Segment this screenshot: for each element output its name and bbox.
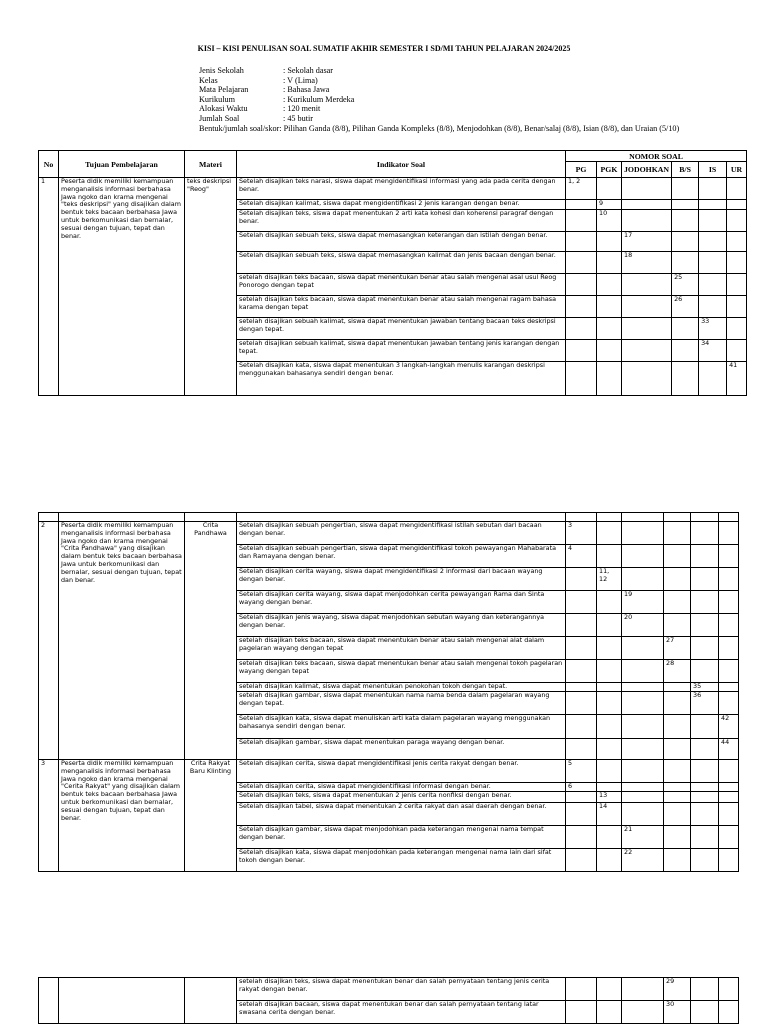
cell-ur: [727, 296, 747, 318]
cell-is: [691, 792, 719, 803]
cell-bs: [664, 591, 691, 614]
cell-pg: 6: [566, 783, 597, 792]
cell-ur: [719, 545, 739, 568]
indikator-soal: Setelah disajikan cerita wayang, siswa dapat mengidentifikasi 2 informasi dari bacaan wayang dengan benar.: [237, 568, 566, 591]
header-no: No: [39, 151, 59, 178]
cell-bs: 29: [664, 978, 691, 1001]
cell-pg: [566, 318, 597, 340]
cell-is: [691, 660, 719, 683]
row-number: 3: [39, 760, 59, 872]
cell-bs: [664, 715, 691, 739]
cell-bs: [664, 522, 691, 545]
meta-label: Mata Pelajaran: [199, 85, 249, 95]
cell-jodohkan: [622, 178, 672, 200]
indikator-soal: setelah disajikan teks bacaan, siswa dapat menentukan benar atau salah mengenai ragam bahasa karama dengan tepat: [237, 296, 566, 318]
cell-ur: [719, 760, 739, 783]
meta-label: Kelas: [199, 75, 218, 85]
cell-pgk: [597, 362, 622, 396]
cell-pgk: [597, 522, 622, 545]
cell-pg: [566, 296, 597, 318]
cell-jodohkan: [622, 792, 664, 803]
indikator-soal: Setelah disajikan cerita wayang, siswa dapat menjodohkan cerita pewayangan Rama dan Sinta wayang dengan benar.: [237, 591, 566, 614]
cell-bs: [672, 340, 699, 362]
cell-pgk: [597, 739, 622, 760]
cell-jodohkan: [622, 545, 664, 568]
blank-no: [39, 978, 59, 1024]
blank-materi: [185, 978, 237, 1024]
cell-pgk: [597, 545, 622, 568]
cell-ur: [719, 1001, 739, 1024]
cell-pg: 4: [566, 545, 597, 568]
meta-row: [199, 124, 679, 134]
cell-bs: [672, 362, 699, 396]
cell-bs: [664, 692, 691, 715]
cell-pg: 3: [566, 522, 597, 545]
meta-value: : 120 menit: [283, 104, 321, 114]
cell-pg: [566, 715, 597, 739]
meta-value: : Sekolah dasar: [283, 66, 334, 75]
cell-pgk: [597, 783, 622, 792]
cell-jodohkan: [622, 803, 664, 826]
header-pg: PG: [566, 162, 597, 178]
indikator-soal: Setelah disajikan kalimat, siswa dapat mengidentifikasi 2 jenis karangan dengan benar.: [237, 200, 566, 210]
tujuan-pembelajaran: Peserta didik memiliki kemampuan menganalisis informasi berbahasa Jawa ngoko dan krama mengenai "Crita Pandhawa" yang disajikan dalam bentuk teks bacaan berbahasa Jawa untuk berkomunikasi dan bernalar, sesuai dengan tujuan, tepat dan benar.: [59, 522, 185, 760]
cell-ur: [719, 826, 739, 849]
cell-pg: [566, 591, 597, 614]
indikator-soal: Setelah disajikan kata, siswa dapat menjodohkan pada keterangan mengenai nama lain dari sifat tokoh dengan benar.: [237, 849, 566, 872]
cell-jodohkan: 18: [622, 252, 672, 274]
cell-is: [691, 614, 719, 637]
cell-is: [691, 568, 719, 591]
cell-pg: 1, 2: [566, 178, 597, 200]
cell-pgk: 11, 12: [597, 568, 622, 591]
cell-jodohkan: [622, 760, 664, 783]
cell-bs: [664, 545, 691, 568]
cell-jodohkan: [622, 715, 664, 739]
cell-jodohkan: 19: [622, 591, 664, 614]
cell-is: [699, 274, 727, 296]
meta-row: [199, 66, 679, 76]
cell-jodohkan: [622, 274, 672, 296]
cell-pg: [566, 1001, 597, 1024]
meta-value: : Pilihan Ganda (8/8), Pilihan Ganda Kompleks (8/8), Menjodohkan (8/8), Benar/salaj (8/8), Isian (8/8), dan Uraian (5/10): [279, 123, 680, 133]
cell-bs: [664, 792, 691, 803]
cell-ur: [727, 274, 747, 296]
header-ur: UR: [727, 162, 747, 178]
cell-is: [691, 826, 719, 849]
indikator-soal: setelah disajikan teks bacaan, siswa dapat menentukan benar atau salah mengenai tokoh pagelaran wayang dengan tepat: [237, 660, 566, 683]
cell-is: 34: [699, 340, 727, 362]
tujuan-pembelajaran: Peserta didik memiliki kemampuan menganalisis informasi berbahasa Jawa ngoko dan krama mengenai "teks deskripsi" yang disajikan dalam bentuk teks bacaan berbahasa Jawa untuk berkomunikasi dan bernalar, sesuai dengan tujuan, tepat dan benar.: [59, 178, 185, 396]
cell-pg: [566, 362, 597, 396]
cell-ur: [719, 522, 739, 545]
cell-ur: [727, 178, 747, 200]
meta-value: : Kurikulum Merdeka: [283, 94, 355, 104]
cell-is: 33: [699, 318, 727, 340]
cell-is: 35: [691, 683, 719, 692]
indikator-soal: setelah disajikan teks, siswa dapat menentukan benar dan salah pernyataan tentang jenis cerita rakyat dengan benar.: [237, 978, 566, 1001]
cell-is: 36: [691, 692, 719, 715]
indikator-soal: Setelah disajikan cerita, siswa dapat mengidentifikasi informasi dengan benar.: [237, 783, 566, 792]
header-indikator: Indikator Soal: [237, 151, 566, 178]
cell-is: [699, 362, 727, 396]
indikator-soal: Setelah disajikan jenis wayang, siswa dapat menjodohkan sebutan wayang dan keterangannya dengan benar.: [237, 614, 566, 637]
cell-jodohkan: [622, 210, 672, 232]
cell-pg: [566, 637, 597, 660]
cell-bs: [664, 849, 691, 872]
indikator-soal: Setelah disajikan teks, siswa dapat menentukan 2 jenis cerita nonfiksi dengan benar.: [237, 792, 566, 803]
indikator-soal: Setelah disajikan teks narasi, siswa dapat mengidentifikasi informasi yang ada pada cerita dengan benar.: [237, 178, 566, 200]
indikator-soal: setelah disajikan sebuah kalimat, siswa dapat menentukan jawaban tentang bacaan teks deskripsi dengan tepat.: [237, 318, 566, 340]
cell-pgk: [597, 252, 622, 274]
document-title: KISI – KISI PENULISAN SOAL SUMATIF AKHIR SEMESTER I SD/MI TAHUN PELAJARAN 2024/2025: [197, 44, 571, 53]
cell-bs: [672, 318, 699, 340]
cell-bs: [664, 783, 691, 792]
cell-is: [691, 978, 719, 1001]
indikator-soal: Setelah disajikan gambar, siswa dapat menentukan paraga wayang dengan benar.: [237, 739, 566, 760]
cell-pg: [566, 340, 597, 362]
cell-is: [699, 200, 727, 210]
cell-ur: [719, 683, 739, 692]
row-number: 1: [39, 178, 59, 396]
cell-pgk: [597, 760, 622, 783]
cell-bs: [664, 760, 691, 783]
indikator-soal: Setelah disajikan kata, siswa dapat menuliskan arti kata dalam pagelaran wayang menggunakan bahasanya sendiri dengan benar.: [237, 715, 566, 739]
cell-pg: [566, 792, 597, 803]
cell-pgk: [597, 826, 622, 849]
cell-pg: [566, 826, 597, 849]
meta-value: : Bahasa Jawa: [283, 85, 330, 95]
cell-pg: [566, 614, 597, 637]
cell-jodohkan: 20: [622, 614, 664, 637]
cell-jodohkan: [622, 660, 664, 683]
cell-pgk: [597, 340, 622, 362]
cell-is: [691, 849, 719, 872]
cell-ur: [719, 660, 739, 683]
cell-pg: [566, 568, 597, 591]
cell-ur: [719, 637, 739, 660]
cell-pgk: [597, 849, 622, 872]
indikator-soal: Setelah disajikan cerita, siswa dapat mengidentifikasi jenis cerita rakyat dengan benar.: [237, 760, 566, 783]
indikator-soal: Setelah disajikan sebuah pengertian, siswa dapat mengidentifikasi istilah sebutan dari bacaan dengan benar.: [237, 522, 566, 545]
cell-pgk: 13: [597, 792, 622, 803]
cell-pgk: 9: [597, 200, 622, 210]
indikator-soal: Setelah disajikan sebuah pengertian, siswa dapat mengidentifikasi tokoh pewayangan Mahabarata dan Ramayana dengan benar.: [237, 545, 566, 568]
cell-jodohkan: [622, 200, 672, 210]
cell-ur: [727, 210, 747, 232]
cell-bs: 28: [664, 660, 691, 683]
indikator-soal: setelah disajikan kalimat, siswa dapat menentukan penokohan tokoh dengan tepat.: [237, 683, 566, 692]
materi: teks deskripsi "Reog": [185, 178, 237, 396]
cell-pg: 5: [566, 760, 597, 783]
cell-jodohkan: [622, 1001, 664, 1024]
cell-jodohkan: [622, 637, 664, 660]
cell-bs: [664, 826, 691, 849]
cell-ur: [719, 792, 739, 803]
cell-is: [691, 1001, 719, 1024]
meta-row: [199, 114, 679, 124]
document-meta: [199, 66, 679, 133]
cell-ur: [719, 803, 739, 826]
cell-pgk: [597, 318, 622, 340]
cell-ur: [719, 849, 739, 872]
table-row: [39, 760, 739, 783]
meta-row: [199, 95, 679, 105]
cell-pgk: [597, 637, 622, 660]
indikator-soal: Setelah disajikan kata, siswa dapat menentukan 3 langkah-langkah menulis karangan deskripsi menggunakan bahasanya sendiri dengan benar.: [237, 362, 566, 396]
cell-pgk: [597, 715, 622, 739]
cell-pgk: [597, 591, 622, 614]
blank-tujuan: [59, 978, 185, 1024]
cell-is: [691, 760, 719, 783]
cell-jodohkan: 17: [622, 232, 672, 252]
indikator-soal: Setelah disajikan sebuah teks, siswa dapat memasangkan kalimat dan jenis bacaan dengan benar.: [237, 252, 566, 274]
cell-ur: [719, 692, 739, 715]
meta-label: Alokasi Waktu: [199, 104, 248, 114]
indikator-soal: Setelah disajikan teks, siswa dapat menentukan 2 arti kata kohesi dan koherensi paragraf dengan benar.: [237, 210, 566, 232]
cell-is: [691, 783, 719, 792]
indikator-soal: setelah disajikan bacaan, siswa dapat menentukan benar dan salah pernyataan tentang latar swasana cerita dengan benar.: [237, 1001, 566, 1024]
meta-row: [199, 85, 679, 95]
row-number: 2: [39, 522, 59, 760]
table-row: [39, 978, 739, 1001]
kisi-table-3: [38, 977, 739, 1024]
cell-pg: [566, 274, 597, 296]
indikator-soal: setelah disajikan teks bacaan, siswa dapat menentukan benar atau salah mengenai alat dalam pagelaran wayang dengan tepat: [237, 637, 566, 660]
header-tujuan: Tujuan Pembelajaran: [59, 151, 185, 178]
indikator-soal: Setelah disajikan gambar, siswa dapat menjodohkan pada keterangan mengenai nama tempat dengan benar.: [237, 826, 566, 849]
cell-bs: [672, 200, 699, 210]
blank-header-row: [39, 513, 739, 522]
cell-is: [691, 739, 719, 760]
cell-ur: [727, 252, 747, 274]
cell-pgk: [597, 1001, 622, 1024]
cell-bs: 25: [672, 274, 699, 296]
cell-bs: [664, 803, 691, 826]
cell-ur: 44: [719, 739, 739, 760]
kisi-table-2: [38, 512, 739, 872]
header-nomor-soal: NOMOR SOAL: [566, 151, 747, 162]
indikator-soal: setelah disajikan teks bacaan, siswa dapat menentukan benar atau salah mengenai asal usul Reog Ponorogo dengan tepat: [237, 274, 566, 296]
meta-label: Jumlah Soal: [199, 113, 240, 123]
cell-ur: [719, 568, 739, 591]
kisi-table-1: [38, 150, 747, 396]
cell-pgk: [597, 683, 622, 692]
indikator-soal: setelah disajikan sebuah kalimat, siswa dapat menentukan jawaban tentang jenis karangan dengan tepat.: [237, 340, 566, 362]
cell-pgk: [597, 614, 622, 637]
cell-pg: [566, 692, 597, 715]
cell-ur: [727, 200, 747, 210]
tujuan-pembelajaran: Peserta didik memiliki kemampuan menganalisis informasi berbahasa Jawa ngoko dan krama mengenai "Cerita Rakyat" yang disajikan dalam bentuk teks bacaan berbahasa Jawa untuk berkomunikasi dan bernalar, sesuai dengan tujuan, tepat dan benar.: [59, 760, 185, 872]
cell-pgk: 10: [597, 210, 622, 232]
cell-pgk: [597, 692, 622, 715]
cell-pg: [566, 232, 597, 252]
meta-value: : V (Lima): [283, 75, 318, 85]
cell-bs: [664, 614, 691, 637]
cell-jodohkan: [622, 340, 672, 362]
header-bs: B/S: [672, 162, 699, 178]
cell-jodohkan: [622, 978, 664, 1001]
cell-ur: 42: [719, 715, 739, 739]
cell-ur: [727, 232, 747, 252]
cell-jodohkan: 22: [622, 849, 664, 872]
cell-bs: [672, 252, 699, 274]
cell-pg: [566, 739, 597, 760]
cell-pgk: [597, 274, 622, 296]
cell-bs: [664, 739, 691, 760]
cell-is: [691, 545, 719, 568]
meta-row: [199, 104, 679, 114]
cell-bs: 27: [664, 637, 691, 660]
table-row: [39, 178, 747, 200]
cell-bs: [672, 210, 699, 232]
cell-pg: [566, 849, 597, 872]
cell-jodohkan: [622, 296, 672, 318]
cell-is: [699, 178, 727, 200]
materi: Crita Rakyat Baru Klinting: [185, 760, 237, 872]
cell-jodohkan: [622, 683, 664, 692]
meta-label: Kurikulum: [199, 94, 235, 104]
cell-is: [699, 232, 727, 252]
cell-pgk: [597, 178, 622, 200]
cell-pgk: [597, 660, 622, 683]
cell-ur: [727, 340, 747, 362]
cell-jodohkan: [622, 568, 664, 591]
indikator-soal: Setelah disajikan tabel, siswa dapat menentukan 2 cerita rakyat dan asal daerah dengan benar.: [237, 803, 566, 826]
meta-row: [199, 76, 679, 86]
cell-ur: [719, 591, 739, 614]
cell-ur: [727, 318, 747, 340]
cell-jodohkan: [622, 739, 664, 760]
cell-is: [699, 296, 727, 318]
cell-ur: [719, 783, 739, 792]
cell-jodohkan: 21: [622, 826, 664, 849]
cell-pgk: [597, 232, 622, 252]
cell-jodohkan: [622, 318, 672, 340]
cell-pg: [566, 978, 597, 1001]
cell-pgk: [597, 296, 622, 318]
cell-ur: [719, 614, 739, 637]
meta-label: Bentuk/jumlah soal/skor: [199, 123, 280, 133]
cell-is: [691, 803, 719, 826]
cell-pg: [566, 210, 597, 232]
cell-jodohkan: [622, 522, 664, 545]
cell-pg: [566, 803, 597, 826]
meta-value: : 45 butir: [283, 113, 314, 123]
cell-is: [699, 210, 727, 232]
header-pgk: PGK: [597, 162, 622, 178]
meta-label: Jenis Sekolah: [199, 66, 244, 75]
header-materi: Materi: [185, 151, 237, 178]
cell-bs: 30: [664, 1001, 691, 1024]
indikator-soal: setelah disajikan gambar, siswa dapat menentukan nama nama benda dalam pagelaran wayang dengan tepat.: [237, 692, 566, 715]
cell-pg: [566, 660, 597, 683]
cell-bs: [664, 683, 691, 692]
materi: Crita Pandhawa: [185, 522, 237, 760]
cell-pg: [566, 252, 597, 274]
cell-is: [691, 591, 719, 614]
cell-bs: [664, 568, 691, 591]
cell-jodohkan: [622, 362, 672, 396]
cell-pg: [566, 683, 597, 692]
cell-is: [699, 252, 727, 274]
cell-jodohkan: [622, 783, 664, 792]
cell-ur: 41: [727, 362, 747, 396]
cell-is: [691, 637, 719, 660]
indikator-soal: Setelah disajikan sebuah teks, siswa dapat memasangkan keterangan dan istilah dengan benar.: [237, 232, 566, 252]
cell-pgk: 14: [597, 803, 622, 826]
cell-bs: [672, 232, 699, 252]
cell-ur: [719, 978, 739, 1001]
cell-jodohkan: [622, 692, 664, 715]
header-jodohkan: JODOHKAN: [622, 162, 672, 178]
header-is: IS: [699, 162, 727, 178]
table-row: [39, 522, 739, 545]
cell-pgk: [597, 978, 622, 1001]
cell-pg: [566, 200, 597, 210]
cell-is: [691, 522, 719, 545]
cell-bs: 26: [672, 296, 699, 318]
cell-is: [691, 715, 719, 739]
cell-bs: [672, 178, 699, 200]
